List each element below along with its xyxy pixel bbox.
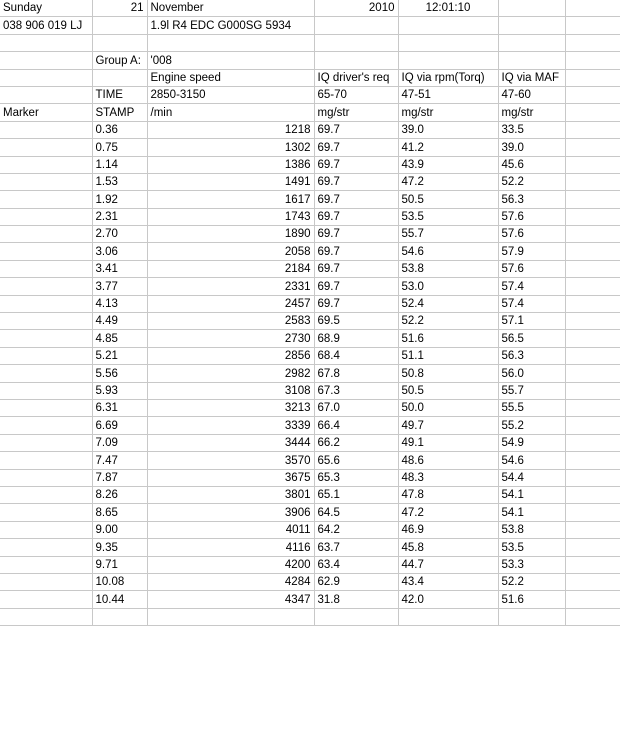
engine-speed-cell[interactable]: 1617: [147, 191, 314, 208]
iq-rpm-cell[interactable]: 50.8: [398, 365, 498, 382]
month-cell[interactable]: November: [147, 0, 314, 17]
iq-maf-cell[interactable]: 52.2: [498, 573, 565, 590]
marker-cell[interactable]: [0, 469, 92, 486]
iq-rpm-cell[interactable]: 47.2: [398, 173, 498, 190]
empty-cell[interactable]: [565, 399, 620, 416]
empty-cell[interactable]: [565, 469, 620, 486]
time-stamp-cell[interactable]: 9.71: [92, 556, 147, 573]
iq-maf-cell[interactable]: 54.6: [498, 452, 565, 469]
iq-rpm-cell[interactable]: 49.1: [398, 434, 498, 451]
empty-cell[interactable]: [92, 608, 147, 625]
iq-maf-cell[interactable]: 57.6: [498, 260, 565, 277]
marker-cell[interactable]: [0, 243, 92, 260]
iq-maf-cell[interactable]: 39.0: [498, 139, 565, 156]
engine-speed-cell[interactable]: 2331: [147, 278, 314, 295]
engine-speed-cell[interactable]: 2583: [147, 313, 314, 330]
iq-maf-cell[interactable]: 53.8: [498, 521, 565, 538]
empty-cell[interactable]: [565, 573, 620, 590]
ecu-part-cell[interactable]: 038 906 019 LJ: [0, 17, 92, 34]
empty-cell[interactable]: [565, 556, 620, 573]
iq-maf-cell[interactable]: 54.4: [498, 469, 565, 486]
group-label-cell[interactable]: Group A:: [92, 52, 147, 69]
engine-speed-cell[interactable]: 1386: [147, 156, 314, 173]
header-row-date: [0, 0, 620, 17]
iq-rpm-cell[interactable]: 55.7: [398, 226, 498, 243]
time-stamp-cell[interactable]: 8.65: [92, 504, 147, 521]
iq-rpm-cell[interactable]: 54.6: [398, 243, 498, 260]
blank-row: [0, 608, 620, 625]
iq-maf-cell[interactable]: 57.4: [498, 295, 565, 312]
col-iq-maf-cell[interactable]: IQ via MAF: [498, 69, 565, 86]
spec-iq-rpm-cell[interactable]: 47-51: [398, 86, 498, 103]
time-stamp-cell[interactable]: 6.69: [92, 417, 147, 434]
iq-driver-cell[interactable]: 69.7: [314, 173, 398, 190]
day-cell[interactable]: Sunday: [0, 0, 92, 17]
iq-maf-cell[interactable]: 54.9: [498, 434, 565, 451]
iq-maf-cell[interactable]: 56.5: [498, 330, 565, 347]
data-row: [0, 539, 620, 556]
time-stamp-cell[interactable]: 3.41: [92, 260, 147, 277]
engine-speed-cell[interactable]: 2058: [147, 243, 314, 260]
iq-rpm-cell[interactable]: 47.2: [398, 504, 498, 521]
time-stamp-cell[interactable]: 0.75: [92, 139, 147, 156]
iq-maf-cell[interactable]: 33.5: [498, 121, 565, 138]
empty-cell[interactable]: [565, 347, 620, 364]
data-row: [0, 173, 620, 190]
empty-cell[interactable]: [565, 486, 620, 503]
empty-cell[interactable]: [314, 17, 398, 34]
engine-speed-cell[interactable]: 1491: [147, 173, 314, 190]
iq-rpm-cell[interactable]: 52.4: [398, 295, 498, 312]
engine-speed-cell[interactable]: 2730: [147, 330, 314, 347]
marker-cell[interactable]: [0, 382, 92, 399]
iq-maf-cell[interactable]: 57.1: [498, 313, 565, 330]
empty-cell[interactable]: [92, 34, 147, 51]
time-stamp-cell[interactable]: 4.85: [92, 330, 147, 347]
iq-driver-cell[interactable]: 65.6: [314, 452, 398, 469]
empty-cell[interactable]: [565, 52, 620, 69]
engine-speed-cell[interactable]: 3675: [147, 469, 314, 486]
iq-rpm-cell[interactable]: 51.1: [398, 347, 498, 364]
iq-rpm-cell[interactable]: 45.8: [398, 539, 498, 556]
marker-cell[interactable]: [0, 434, 92, 451]
time-stamp-cell[interactable]: 10.44: [92, 591, 147, 608]
engine-speed-cell[interactable]: 2856: [147, 347, 314, 364]
empty-cell[interactable]: [565, 139, 620, 156]
marker-cell[interactable]: [0, 139, 92, 156]
empty-cell[interactable]: [92, 17, 147, 34]
time-stamp-cell[interactable]: 7.09: [92, 434, 147, 451]
iq-maf-cell[interactable]: 57.6: [498, 208, 565, 225]
data-row: [0, 556, 620, 573]
unit-iq-driver-cell[interactable]: mg/str: [314, 104, 398, 121]
empty-cell[interactable]: [565, 521, 620, 538]
iq-maf-cell[interactable]: 53.5: [498, 539, 565, 556]
iq-maf-cell[interactable]: 57.6: [498, 226, 565, 243]
time-label-cell[interactable]: TIME: [92, 86, 147, 103]
marker-cell[interactable]: [0, 399, 92, 416]
iq-maf-cell[interactable]: 54.1: [498, 486, 565, 503]
iq-rpm-cell[interactable]: 53.5: [398, 208, 498, 225]
engine-speed-cell[interactable]: 4347: [147, 591, 314, 608]
data-row: [0, 382, 620, 399]
marker-cell[interactable]: [0, 347, 92, 364]
engine-speed-cell[interactable]: 4200: [147, 556, 314, 573]
empty-cell[interactable]: [565, 173, 620, 190]
empty-cell[interactable]: [565, 313, 620, 330]
empty-cell[interactable]: [565, 86, 620, 103]
time-cell[interactable]: 12:01:10: [398, 0, 498, 17]
iq-maf-cell[interactable]: 53.3: [498, 556, 565, 573]
marker-cell[interactable]: [0, 260, 92, 277]
iq-driver-cell[interactable]: 63.7: [314, 539, 398, 556]
empty-cell[interactable]: [565, 504, 620, 521]
header-row-specs: [0, 86, 620, 103]
iq-rpm-cell[interactable]: 42.0: [398, 591, 498, 608]
data-row: [0, 399, 620, 416]
data-row: [0, 434, 620, 451]
marker-cell[interactable]: [0, 486, 92, 503]
iq-maf-cell[interactable]: 57.9: [498, 243, 565, 260]
data-row: [0, 591, 620, 608]
engine-speed-cell[interactable]: 1302: [147, 139, 314, 156]
iq-driver-cell[interactable]: 69.7: [314, 278, 398, 295]
data-row: [0, 139, 620, 156]
iq-rpm-cell[interactable]: 43.9: [398, 156, 498, 173]
engine-speed-cell[interactable]: 4284: [147, 573, 314, 590]
iq-maf-cell[interactable]: 56.0: [498, 365, 565, 382]
iq-driver-cell[interactable]: 69.7: [314, 121, 398, 138]
time-stamp-cell[interactable]: 7.87: [92, 469, 147, 486]
empty-cell[interactable]: [565, 156, 620, 173]
iq-maf-cell[interactable]: 55.2: [498, 417, 565, 434]
iq-maf-cell[interactable]: 57.4: [498, 278, 565, 295]
iq-driver-cell[interactable]: 68.4: [314, 347, 398, 364]
iq-maf-cell[interactable]: 55.7: [498, 382, 565, 399]
empty-cell[interactable]: [565, 243, 620, 260]
empty-cell[interactable]: [0, 608, 92, 625]
time-stamp-cell[interactable]: 2.70: [92, 226, 147, 243]
iq-driver-cell[interactable]: 64.5: [314, 504, 398, 521]
ecu-desc-cell[interactable]: 1.9l R4 EDC G000SG 5934: [147, 17, 314, 34]
marker-cell[interactable]: [0, 295, 92, 312]
iq-rpm-cell[interactable]: 50.5: [398, 191, 498, 208]
iq-driver-cell[interactable]: 69.7: [314, 191, 398, 208]
empty-cell[interactable]: [498, 34, 565, 51]
engine-speed-cell[interactable]: 3339: [147, 417, 314, 434]
iq-rpm-cell[interactable]: 53.8: [398, 260, 498, 277]
empty-cell[interactable]: [565, 382, 620, 399]
marker-cell[interactable]: [0, 591, 92, 608]
empty-cell[interactable]: [498, 52, 565, 69]
empty-cell[interactable]: [314, 608, 398, 625]
time-stamp-cell[interactable]: 4.13: [92, 295, 147, 312]
data-row: [0, 469, 620, 486]
empty-cell[interactable]: [92, 69, 147, 86]
time-stamp-cell[interactable]: 10.08: [92, 573, 147, 590]
empty-cell[interactable]: [565, 365, 620, 382]
marker-cell[interactable]: [0, 156, 92, 173]
empty-cell[interactable]: [565, 121, 620, 138]
empty-cell[interactable]: [565, 452, 620, 469]
empty-cell[interactable]: [565, 0, 620, 17]
marker-label-cell[interactable]: Marker: [0, 104, 92, 121]
iq-driver-cell[interactable]: 66.4: [314, 417, 398, 434]
iq-driver-cell[interactable]: 68.9: [314, 330, 398, 347]
iq-maf-cell[interactable]: 55.5: [498, 399, 565, 416]
engine-speed-cell[interactable]: 1218: [147, 121, 314, 138]
engine-speed-cell[interactable]: 3801: [147, 486, 314, 503]
marker-cell[interactable]: [0, 573, 92, 590]
date-num-cell[interactable]: 21: [92, 0, 147, 17]
iq-driver-cell[interactable]: 69.7: [314, 226, 398, 243]
time-stamp-cell[interactable]: 9.00: [92, 521, 147, 538]
iq-rpm-cell[interactable]: 49.7: [398, 417, 498, 434]
marker-cell[interactable]: [0, 330, 92, 347]
iq-driver-cell[interactable]: 69.7: [314, 260, 398, 277]
data-row: [0, 330, 620, 347]
data-row: [0, 486, 620, 503]
iq-driver-cell[interactable]: 62.9: [314, 573, 398, 590]
empty-cell[interactable]: [498, 0, 565, 17]
marker-cell[interactable]: [0, 504, 92, 521]
time-stamp-cell[interactable]: 2.31: [92, 208, 147, 225]
engine-speed-cell[interactable]: 3444: [147, 434, 314, 451]
empty-cell[interactable]: [498, 608, 565, 625]
empty-cell[interactable]: [565, 208, 620, 225]
engine-speed-cell[interactable]: 3108: [147, 382, 314, 399]
data-row: [0, 521, 620, 538]
data-row: [0, 504, 620, 521]
time-stamp-cell[interactable]: 6.31: [92, 399, 147, 416]
iq-maf-cell[interactable]: 56.3: [498, 347, 565, 364]
marker-cell[interactable]: [0, 521, 92, 538]
iq-rpm-cell[interactable]: 50.0: [398, 399, 498, 416]
empty-cell[interactable]: [565, 278, 620, 295]
iq-rpm-cell[interactable]: 47.8: [398, 486, 498, 503]
marker-cell[interactable]: [0, 208, 92, 225]
spec-engine-speed-cell[interactable]: 2850-3150: [147, 86, 314, 103]
empty-cell[interactable]: [565, 34, 620, 51]
data-row: [0, 452, 620, 469]
empty-cell[interactable]: [565, 539, 620, 556]
marker-cell[interactable]: [0, 226, 92, 243]
empty-cell[interactable]: [565, 260, 620, 277]
marker-cell[interactable]: [0, 539, 92, 556]
empty-cell[interactable]: [0, 86, 92, 103]
empty-cell[interactable]: [398, 34, 498, 51]
iq-rpm-cell[interactable]: 48.3: [398, 469, 498, 486]
empty-cell[interactable]: [565, 17, 620, 34]
iq-maf-cell[interactable]: 51.6: [498, 591, 565, 608]
col-iq-driver-cell[interactable]: IQ driver's req: [314, 69, 398, 86]
time-stamp-cell[interactable]: 7.47: [92, 452, 147, 469]
time-stamp-cell[interactable]: 0.36: [92, 121, 147, 138]
empty-cell[interactable]: [0, 34, 92, 51]
data-row: [0, 573, 620, 590]
iq-maf-cell[interactable]: 54.1: [498, 504, 565, 521]
spec-iq-driver-cell[interactable]: 65-70: [314, 86, 398, 103]
group-value-cell[interactable]: '008: [147, 52, 314, 69]
empty-cell[interactable]: [565, 591, 620, 608]
iq-rpm-cell[interactable]: 51.6: [398, 330, 498, 347]
iq-rpm-cell[interactable]: 44.7: [398, 556, 498, 573]
marker-cell[interactable]: [0, 452, 92, 469]
marker-cell[interactable]: [0, 278, 92, 295]
year-cell[interactable]: 2010: [314, 0, 398, 17]
data-row: [0, 417, 620, 434]
col-iq-rpm-cell[interactable]: IQ via rpm(Torq): [398, 69, 498, 86]
unit-iq-rpm-cell[interactable]: mg/str: [398, 104, 498, 121]
iq-rpm-cell[interactable]: 52.2: [398, 313, 498, 330]
iq-rpm-cell[interactable]: 48.6: [398, 452, 498, 469]
iq-driver-cell[interactable]: 69.7: [314, 139, 398, 156]
time-stamp-cell[interactable]: 5.21: [92, 347, 147, 364]
iq-maf-cell[interactable]: 45.6: [498, 156, 565, 173]
empty-cell[interactable]: [314, 34, 398, 51]
time-stamp-cell[interactable]: 5.56: [92, 365, 147, 382]
iq-rpm-cell[interactable]: 53.0: [398, 278, 498, 295]
iq-driver-cell[interactable]: 65.3: [314, 469, 398, 486]
empty-cell[interactable]: [498, 17, 565, 34]
engine-speed-cell[interactable]: 1890: [147, 226, 314, 243]
iq-rpm-cell[interactable]: 46.9: [398, 521, 498, 538]
engine-speed-cell[interactable]: 3570: [147, 452, 314, 469]
iq-maf-cell[interactable]: 52.2: [498, 173, 565, 190]
data-row: [0, 260, 620, 277]
iq-driver-cell[interactable]: 31.8: [314, 591, 398, 608]
time-stamp-cell[interactable]: 3.77: [92, 278, 147, 295]
engine-speed-cell[interactable]: 1743: [147, 208, 314, 225]
empty-cell[interactable]: [314, 52, 398, 69]
engine-speed-cell[interactable]: 3906: [147, 504, 314, 521]
time-stamp-cell[interactable]: 3.06: [92, 243, 147, 260]
data-row: [0, 295, 620, 312]
empty-cell[interactable]: [0, 69, 92, 86]
iq-driver-cell[interactable]: 69.7: [314, 156, 398, 173]
engine-speed-cell[interactable]: 4116: [147, 539, 314, 556]
data-row: [0, 278, 620, 295]
empty-cell[interactable]: [565, 434, 620, 451]
engine-speed-cell[interactable]: 4011: [147, 521, 314, 538]
data-row: [0, 226, 620, 243]
header-row-units: [0, 104, 620, 121]
empty-cell[interactable]: [565, 104, 620, 121]
marker-cell[interactable]: [0, 365, 92, 382]
iq-driver-cell[interactable]: 69.5: [314, 313, 398, 330]
iq-rpm-cell[interactable]: 43.4: [398, 573, 498, 590]
empty-cell[interactable]: [565, 226, 620, 243]
empty-cell[interactable]: [565, 417, 620, 434]
marker-cell[interactable]: [0, 313, 92, 330]
empty-cell[interactable]: [565, 608, 620, 625]
time-stamp-cell[interactable]: 1.14: [92, 156, 147, 173]
empty-cell[interactable]: [147, 34, 314, 51]
iq-driver-cell[interactable]: 66.2: [314, 434, 398, 451]
iq-rpm-cell[interactable]: 41.2: [398, 139, 498, 156]
header-row-group: [0, 52, 620, 69]
engine-speed-cell[interactable]: 3213: [147, 399, 314, 416]
time-stamp-cell[interactable]: 5.93: [92, 382, 147, 399]
data-row: [0, 243, 620, 260]
iq-driver-cell[interactable]: 67.8: [314, 365, 398, 382]
iq-rpm-cell[interactable]: 50.5: [398, 382, 498, 399]
iq-rpm-cell[interactable]: 39.0: [398, 121, 498, 138]
time-stamp-cell[interactable]: 4.49: [92, 313, 147, 330]
col-engine-speed-cell[interactable]: Engine speed: [147, 69, 314, 86]
iq-driver-cell[interactable]: 67.0: [314, 399, 398, 416]
empty-cell[interactable]: [565, 295, 620, 312]
iq-driver-cell[interactable]: 67.3: [314, 382, 398, 399]
iq-driver-cell[interactable]: 65.1: [314, 486, 398, 503]
empty-cell[interactable]: [398, 608, 498, 625]
header-row-columns: [0, 69, 620, 86]
empty-cell[interactable]: [147, 608, 314, 625]
iq-maf-cell[interactable]: 56.3: [498, 191, 565, 208]
data-row: [0, 208, 620, 225]
empty-cell[interactable]: [565, 69, 620, 86]
iq-driver-cell[interactable]: 64.2: [314, 521, 398, 538]
empty-cell[interactable]: [565, 191, 620, 208]
marker-cell[interactable]: [0, 556, 92, 573]
unit-engine-speed-cell[interactable]: /min: [147, 104, 314, 121]
data-row: [0, 347, 620, 364]
marker-cell[interactable]: [0, 173, 92, 190]
time-stamp-cell[interactable]: 1.92: [92, 191, 147, 208]
data-row: [0, 191, 620, 208]
time-stamp-cell[interactable]: 1.53: [92, 173, 147, 190]
engine-speed-cell[interactable]: 2982: [147, 365, 314, 382]
iq-driver-cell[interactable]: 69.7: [314, 243, 398, 260]
engine-speed-cell[interactable]: 2184: [147, 260, 314, 277]
stamp-label-cell[interactable]: STAMP: [92, 104, 147, 121]
time-stamp-cell[interactable]: 9.35: [92, 539, 147, 556]
data-row: [0, 156, 620, 173]
empty-cell[interactable]: [565, 330, 620, 347]
blank-row: [0, 34, 620, 51]
header-row-ecu: [0, 17, 620, 34]
engine-speed-cell[interactable]: 2457: [147, 295, 314, 312]
marker-cell[interactable]: [0, 191, 92, 208]
empty-cell[interactable]: [0, 52, 92, 69]
unit-iq-maf-cell[interactable]: mg/str: [498, 104, 565, 121]
empty-cell[interactable]: [398, 17, 498, 34]
time-stamp-cell[interactable]: 8.26: [92, 486, 147, 503]
empty-cell[interactable]: [398, 52, 498, 69]
spec-iq-maf-cell[interactable]: 47-60: [498, 86, 565, 103]
marker-cell[interactable]: [0, 121, 92, 138]
data-row: [0, 121, 620, 138]
data-row: [0, 313, 620, 330]
iq-driver-cell[interactable]: 63.4: [314, 556, 398, 573]
iq-driver-cell[interactable]: 69.7: [314, 208, 398, 225]
marker-cell[interactable]: [0, 417, 92, 434]
data-row: [0, 365, 620, 382]
iq-driver-cell[interactable]: 69.7: [314, 295, 398, 312]
